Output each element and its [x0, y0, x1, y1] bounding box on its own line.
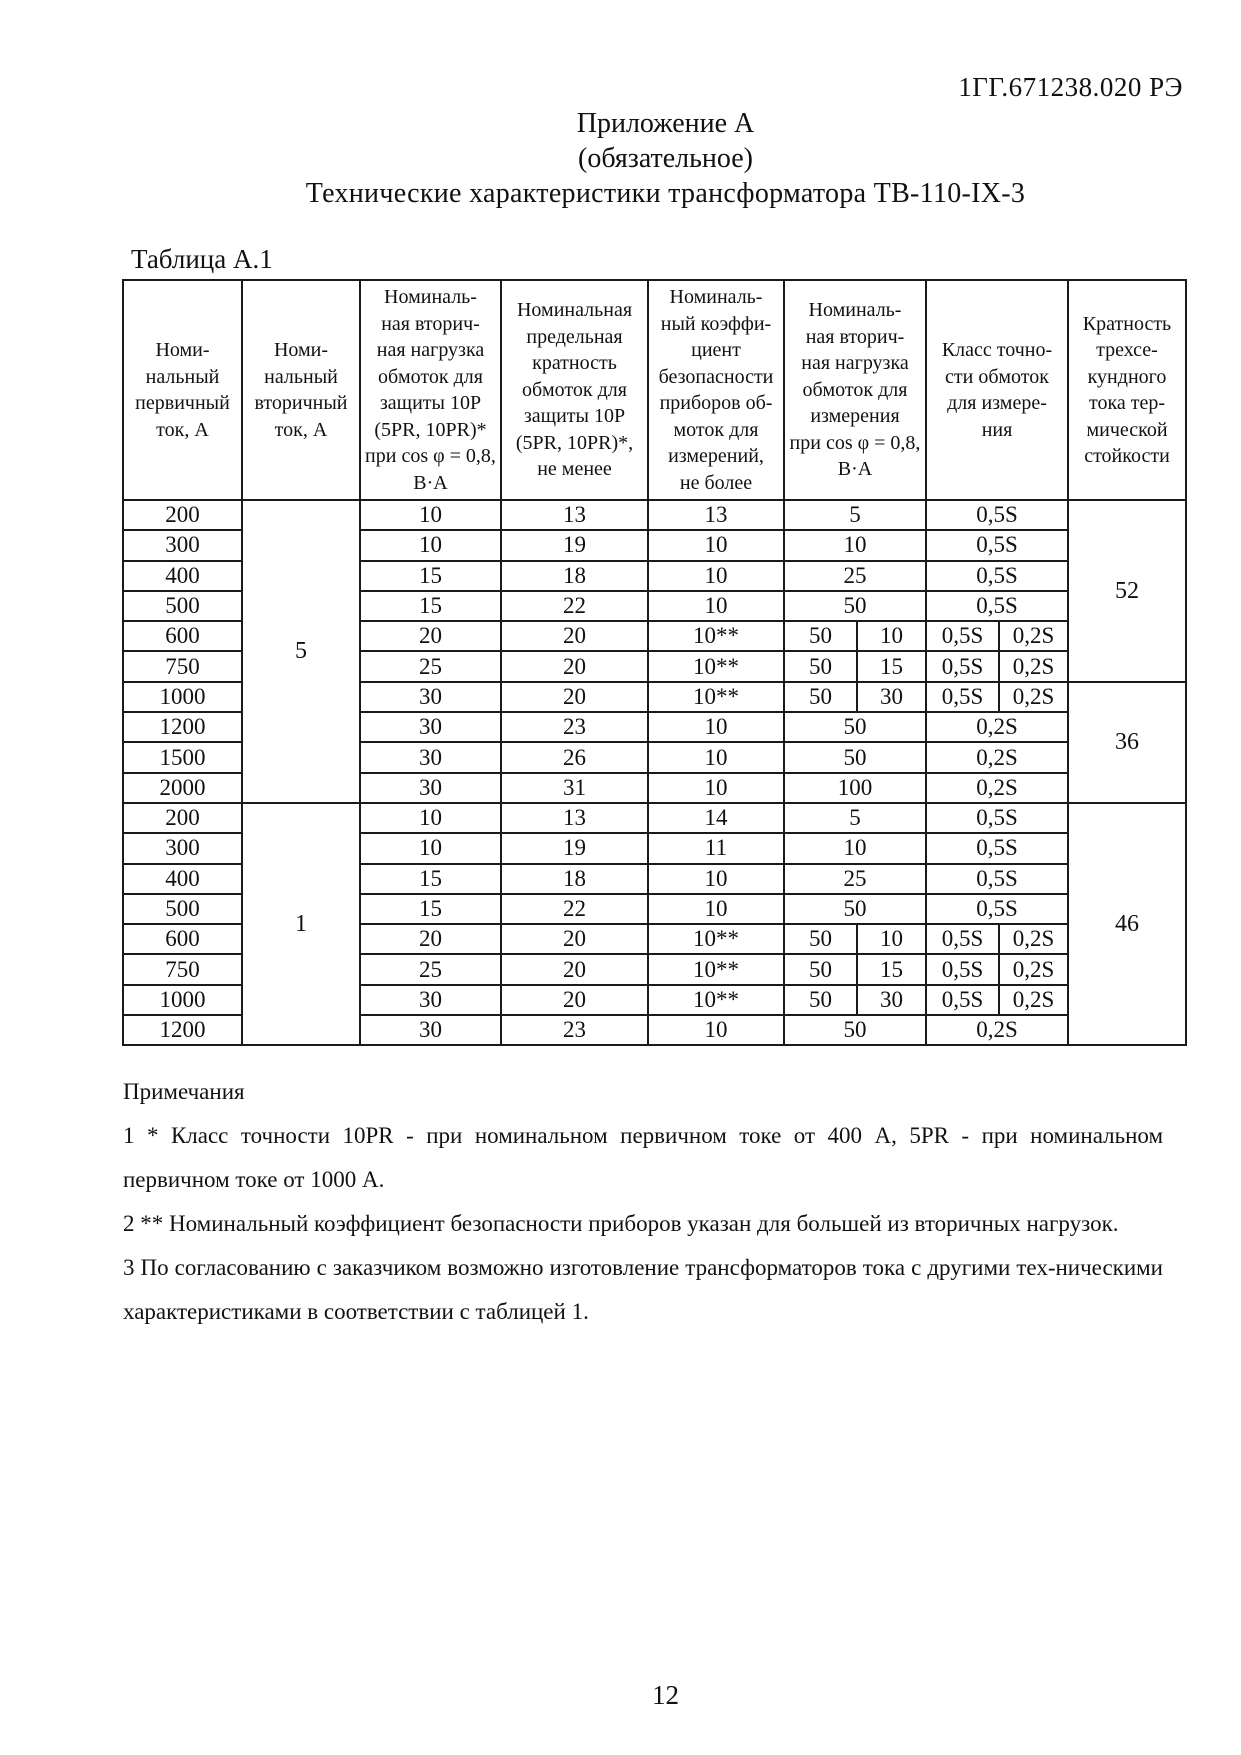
cell-protection-load: 10	[360, 530, 501, 560]
cell-measurement-load: 50	[784, 621, 857, 651]
cell-limit-factor: 20	[501, 651, 648, 681]
cell-accuracy-class: 0,5S	[926, 621, 999, 651]
cell-security-factor: 11	[648, 833, 784, 863]
cell-limit-factor: 13	[501, 500, 648, 530]
cell-primary-current: 400	[123, 561, 242, 591]
cell-measurement-load: 50	[784, 954, 857, 984]
cell-measurement-load: 10	[784, 530, 926, 560]
appendix-subtitle: Технические характеристики трансформатора ТВ-110-IX-3	[305, 178, 1026, 209]
cell-measurement-load: 5	[784, 803, 926, 833]
cell-limit-factor: 31	[501, 773, 648, 803]
header-security-factor: Номиналь- ный коэффи- циент безопасности приборов об- моток для измерений, не более	[648, 280, 784, 500]
cell-measurement-load: 50	[784, 1015, 926, 1045]
cell-measurement-load: 15	[857, 954, 926, 984]
cell-accuracy-class: 0,5S	[926, 651, 999, 681]
cell-primary-current: 1500	[123, 742, 242, 772]
cell-security-factor: 10**	[648, 621, 784, 651]
cell-security-factor: 10	[648, 864, 784, 894]
cell-security-factor: 10	[648, 773, 784, 803]
appendix-title: Приложение А	[576, 108, 755, 139]
cell-thermal-factor: 46	[1068, 803, 1186, 1045]
cell-accuracy-class: 0,5S	[926, 985, 999, 1015]
cell-security-factor: 10**	[648, 651, 784, 681]
cell-protection-load: 30	[360, 712, 501, 742]
cell-primary-current: 1000	[123, 985, 242, 1015]
cell-protection-load: 25	[360, 954, 501, 984]
cell-measurement-load: 30	[857, 682, 926, 712]
cell-protection-load: 20	[360, 924, 501, 954]
cell-primary-current: 500	[123, 894, 242, 924]
cell-primary-current: 500	[123, 591, 242, 621]
cell-limit-factor: 22	[501, 894, 648, 924]
cell-accuracy-class: 0,2S	[926, 712, 1068, 742]
cell-security-factor: 10	[648, 712, 784, 742]
cell-security-factor: 10**	[648, 682, 784, 712]
cell-limit-factor: 23	[501, 712, 648, 742]
cell-accuracy-class: 0,2S	[999, 621, 1068, 651]
cell-security-factor: 10	[648, 530, 784, 560]
cell-protection-load: 15	[360, 561, 501, 591]
cell-protection-load: 30	[360, 773, 501, 803]
cell-measurement-load: 50	[784, 651, 857, 681]
cell-limit-factor: 18	[501, 561, 648, 591]
cell-measurement-load: 50	[784, 591, 926, 621]
cell-primary-current: 750	[123, 954, 242, 984]
page-number: 12	[652, 1680, 679, 1710]
cell-security-factor: 13	[648, 500, 784, 530]
cell-protection-load: 30	[360, 1015, 501, 1045]
cell-accuracy-class: 0,2S	[999, 924, 1068, 954]
cell-limit-factor: 20	[501, 985, 648, 1015]
cell-limit-factor: 18	[501, 864, 648, 894]
table-body	[123, 500, 1186, 1045]
cell-protection-load: 30	[360, 985, 501, 1015]
cell-measurement-load: 10	[857, 621, 926, 651]
cell-primary-current: 300	[123, 833, 242, 863]
table-caption: Таблица А.1	[131, 244, 273, 274]
cell-secondary-current: 1	[242, 803, 360, 1045]
cell-measurement-load: 10	[784, 833, 926, 863]
cell-protection-load: 30	[360, 742, 501, 772]
document-code: 1ГГ.671238.020 РЭ	[958, 72, 1183, 102]
spec-table	[122, 279, 1187, 1046]
cell-accuracy-class: 0,5S	[926, 682, 999, 712]
cell-security-factor: 10**	[648, 924, 784, 954]
cell-accuracy-class: 0,2S	[999, 985, 1068, 1015]
cell-measurement-load: 50	[784, 985, 857, 1015]
note-item: 1 * Класс точности 10PR - при номинальном первичном токе от 400 А, 5PR - при номинальном первичном токе от 1000 А.	[123, 1123, 1163, 1192]
cell-protection-load: 10	[360, 833, 501, 863]
cell-limit-factor: 26	[501, 742, 648, 772]
cell-measurement-load: 50	[784, 742, 926, 772]
header-primary-current: Номи- нальный первичный ток, А	[123, 280, 242, 500]
cell-accuracy-class: 0,2S	[999, 651, 1068, 681]
header-accuracy-class: Класс точно- сти обмоток для измере- ния	[926, 280, 1068, 500]
cell-accuracy-class: 0,5S	[926, 894, 1068, 924]
cell-measurement-load: 25	[784, 864, 926, 894]
table-header-row	[123, 280, 1186, 500]
notes-title: Примечания	[123, 1079, 245, 1104]
spec-table-container	[122, 279, 1187, 1046]
header-thermal-factor: Кратность трехсе- кундного тока тер- мической стойкости	[1068, 280, 1186, 500]
header-measurement-load: Номиналь- ная вторич- ная нагрузка обмоток для измерения при cos φ = 0,8, В·А	[784, 280, 926, 500]
cell-security-factor: 14	[648, 803, 784, 833]
table-row	[123, 803, 1186, 833]
cell-limit-factor: 23	[501, 1015, 648, 1045]
cell-primary-current: 2000	[123, 773, 242, 803]
cell-primary-current: 300	[123, 530, 242, 560]
cell-security-factor: 10	[648, 742, 784, 772]
cell-measurement-load: 30	[857, 985, 926, 1015]
cell-limit-factor: 20	[501, 682, 648, 712]
cell-accuracy-class: 0,5S	[926, 803, 1068, 833]
cell-measurement-load: 25	[784, 561, 926, 591]
cell-security-factor: 10	[648, 561, 784, 591]
cell-limit-factor: 20	[501, 924, 648, 954]
cell-accuracy-class: 0,5S	[926, 530, 1068, 560]
cell-security-factor: 10**	[648, 954, 784, 984]
appendix-status: (обязательное)	[578, 143, 753, 174]
cell-accuracy-class: 0,5S	[926, 954, 999, 984]
cell-limit-factor: 20	[501, 621, 648, 651]
cell-thermal-factor: 52	[1068, 500, 1186, 682]
header-limit-factor: Номинальная предельная кратность обмоток для защиты 10Р (5PR, 10PR)*, не менее	[501, 280, 648, 500]
cell-accuracy-class: 0,2S	[999, 954, 1068, 984]
cell-protection-load: 15	[360, 591, 501, 621]
cell-accuracy-class: 0,5S	[926, 591, 1068, 621]
cell-thermal-factor: 36	[1068, 682, 1186, 803]
notes-section	[123, 1070, 1163, 1334]
cell-accuracy-class: 0,5S	[926, 924, 999, 954]
cell-primary-current: 200	[123, 500, 242, 530]
cell-accuracy-class: 0,5S	[926, 500, 1068, 530]
cell-primary-current: 400	[123, 864, 242, 894]
cell-limit-factor: 19	[501, 530, 648, 560]
cell-primary-current: 1200	[123, 1015, 242, 1045]
cell-measurement-load: 10	[857, 924, 926, 954]
cell-measurement-load: 100	[784, 773, 926, 803]
cell-accuracy-class: 0,5S	[926, 864, 1068, 894]
cell-limit-factor: 20	[501, 954, 648, 984]
header-protection-load: Номиналь- ная вторич- ная нагрузка обмоток для защиты 10Р (5PR, 10PR)* при cos φ = 0,8, В·А	[360, 280, 501, 500]
cell-protection-load: 25	[360, 651, 501, 681]
cell-accuracy-class: 0,2S	[999, 682, 1068, 712]
cell-protection-load: 15	[360, 894, 501, 924]
cell-accuracy-class: 0,2S	[926, 742, 1068, 772]
cell-measurement-load: 5	[784, 500, 926, 530]
cell-accuracy-class: 0,2S	[926, 1015, 1068, 1045]
cell-accuracy-class: 0,2S	[926, 773, 1068, 803]
note-item: 2 ** Номинальный коэффициент безопасности приборов указан для большей из вторичных нагрузок.	[123, 1211, 1119, 1236]
cell-secondary-current: 5	[242, 500, 360, 803]
cell-measurement-load: 50	[784, 924, 857, 954]
cell-protection-load: 15	[360, 864, 501, 894]
cell-measurement-load: 15	[857, 651, 926, 681]
cell-measurement-load: 50	[784, 712, 926, 742]
note-item: 3 По согласованию с заказчиком возможно изготовление трансформаторов тока с другими тех-ническими характеристиками в соответствии с таблицей 1.	[123, 1255, 1163, 1324]
cell-primary-current: 600	[123, 621, 242, 651]
header-secondary-current: Номи- нальный вторичный ток, А	[242, 280, 360, 500]
cell-limit-factor: 13	[501, 803, 648, 833]
cell-measurement-load: 50	[784, 894, 926, 924]
cell-accuracy-class: 0,5S	[926, 561, 1068, 591]
cell-primary-current: 1200	[123, 712, 242, 742]
cell-limit-factor: 22	[501, 591, 648, 621]
cell-protection-load: 20	[360, 621, 501, 651]
cell-security-factor: 10	[648, 894, 784, 924]
cell-primary-current: 200	[123, 803, 242, 833]
table-row	[123, 500, 1186, 530]
cell-protection-load: 10	[360, 500, 501, 530]
cell-security-factor: 10	[648, 1015, 784, 1045]
cell-primary-current: 1000	[123, 682, 242, 712]
cell-protection-load: 30	[360, 682, 501, 712]
cell-accuracy-class: 0,5S	[926, 833, 1068, 863]
cell-measurement-load: 50	[784, 682, 857, 712]
cell-primary-current: 600	[123, 924, 242, 954]
cell-primary-current: 750	[123, 651, 242, 681]
cell-protection-load: 10	[360, 803, 501, 833]
cell-limit-factor: 19	[501, 833, 648, 863]
cell-security-factor: 10	[648, 591, 784, 621]
cell-security-factor: 10**	[648, 985, 784, 1015]
